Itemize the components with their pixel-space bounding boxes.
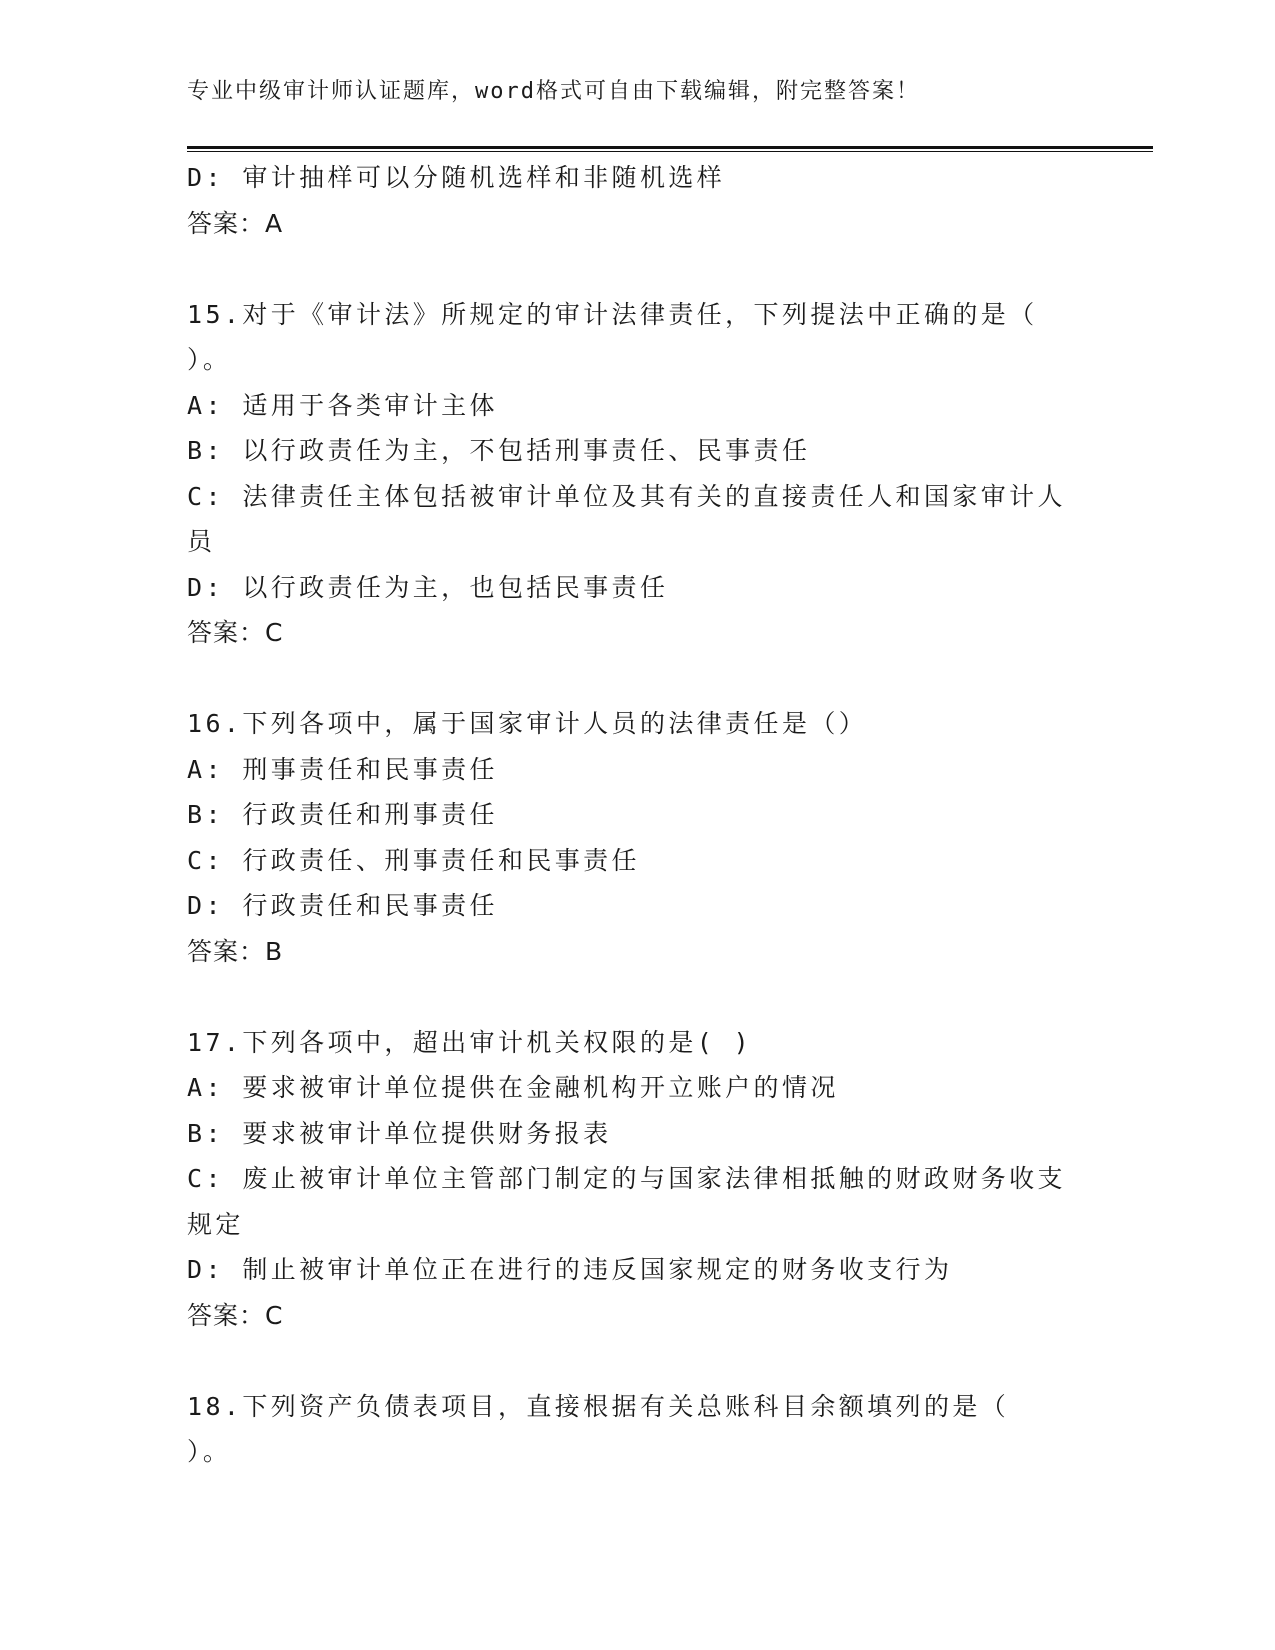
- question-15: [187, 292, 1077, 656]
- question-17: [187, 1020, 1077, 1339]
- option-c: C: 废止被审计单位主管部门制定的与国家法律相抵触的财政财务收支: [187, 1164, 1066, 1193]
- option-a: A: 适用于各类审计主体: [187, 390, 498, 420]
- document-body: [187, 155, 1077, 1475]
- option-c: C: 法律责任主体包括被审计单位及其有关的直接责任人和国家审计人: [187, 481, 1066, 511]
- option-d: D: 制止被审计单位正在进行的违反国家规定的财务收支行为: [187, 1255, 953, 1284]
- page-header: 专业中级审计师认证题库，word格式可自由下载编辑，附完整答案！: [187, 79, 920, 104]
- option-c: C: 行政责任、刑事责任和民事责任: [187, 845, 640, 875]
- spacer: [187, 656, 1077, 702]
- option-d: D: 行政责任和民事责任: [187, 891, 498, 920]
- answer: 答案：B: [187, 936, 284, 966]
- option-c: 员: [187, 527, 216, 556]
- question-stem: ）。: [187, 1437, 232, 1466]
- answer: 答案：C: [187, 618, 284, 647]
- question-18: [187, 1384, 1077, 1475]
- spacer: [187, 974, 1077, 1020]
- question-stem: 15.对于《审计法》所规定的审计法律责任，下列提法中正确的是（: [187, 299, 1038, 329]
- spacer: [187, 246, 1077, 292]
- option-a: A: 要求被审计单位提供在金融机构开立账户的情况: [187, 1073, 839, 1102]
- option-c: 规定: [187, 1209, 244, 1239]
- header-divider: [187, 146, 1153, 152]
- option-b: B: 行政责任和刑事责任: [187, 800, 498, 829]
- question-stem: 16.下列各项中，属于国家审计人员的法律责任是（）: [187, 709, 868, 738]
- question-stem: 18.下列资产负债表项目，直接根据有关总账科目余额填列的是（: [187, 1391, 1010, 1421]
- option-a: A: 刑事责任和民事责任: [187, 754, 498, 784]
- option-d: D: 审计抽样可以分随机选样和非随机选样: [187, 163, 726, 192]
- question-stem: ）。: [187, 345, 232, 374]
- option-b: B: 以行政责任为主，不包括刑事责任、民事责任: [187, 436, 811, 465]
- option-b: B: 要求被审计单位提供财务报表: [187, 1118, 612, 1148]
- answer: 答案：C: [187, 1300, 284, 1330]
- question-stem: 17.下列各项中，超出审计机关权限的是( ): [187, 1027, 753, 1057]
- spacer: [187, 1338, 1077, 1384]
- option-d: D: 以行政责任为主，也包括民事责任: [187, 572, 669, 602]
- question-16: [187, 701, 1077, 974]
- answer: 答案：A: [187, 208, 284, 238]
